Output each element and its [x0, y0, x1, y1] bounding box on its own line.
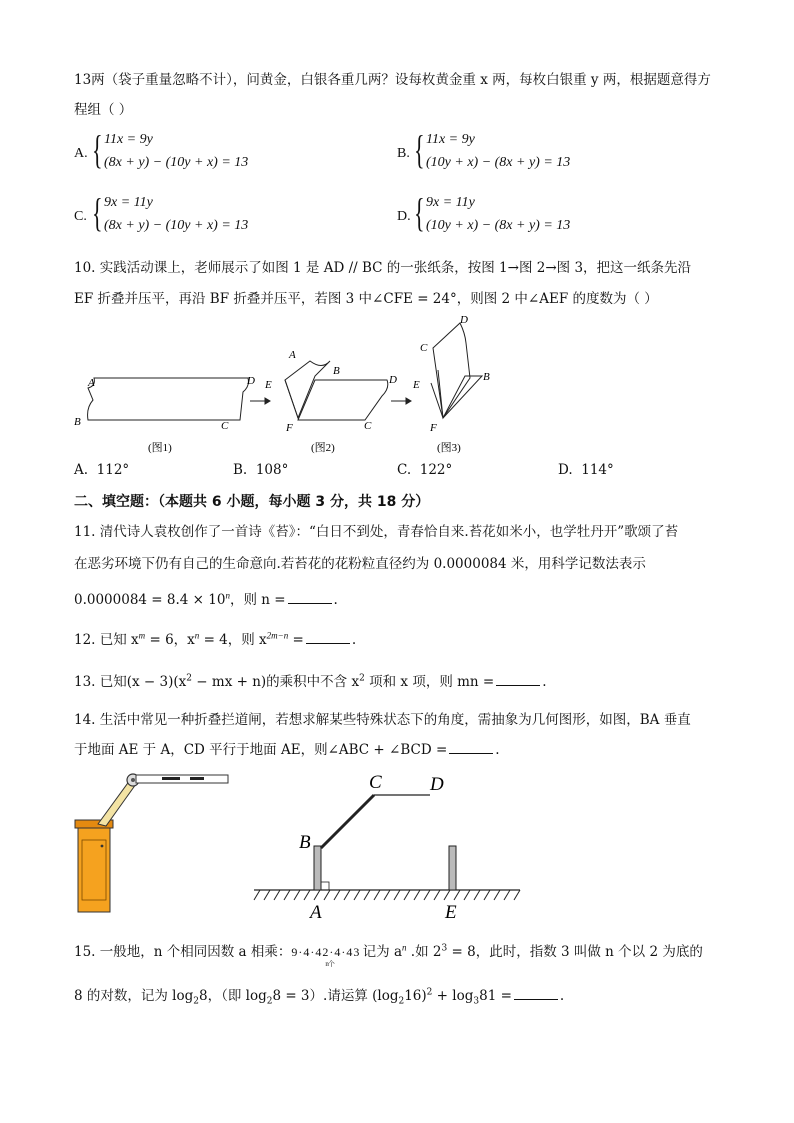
figure3-lower-flap — [443, 376, 482, 418]
q10-stem-line1: 10. 实践活动课上，老师展示了如图 1 是 AD // BC 的一张纸条，按图 1→图 2→图 3，把这一纸条先沿 — [74, 260, 692, 276]
q14-geometry-figure — [250, 768, 530, 928]
segment-bc — [321, 795, 374, 848]
q9-option-a-eq1: 11x = 9y — [104, 132, 153, 147]
fig2-label-d: D — [389, 374, 397, 386]
q11-stem-line1: 11. 清代诗人袁枚创作了一首诗《苔》：“白日不到处，青春恰自来.苔花如米小，也学牡丹开”歌颂了苔 — [74, 524, 679, 540]
fig2-label-b: B — [333, 365, 340, 377]
fig2-label-c: C — [364, 420, 372, 432]
post-e — [449, 846, 456, 890]
fig3-caption: (图3) — [437, 442, 461, 454]
q12-answer-blank[interactable] — [306, 631, 350, 644]
q14-label-b: B — [299, 832, 311, 853]
q9-option-b-brace: { — [414, 127, 425, 172]
right-angle-mark — [321, 882, 329, 890]
fig2-label-a: A — [289, 349, 296, 361]
q9-option-d-eq2: (10y + x) − (8x + y) = 13 — [426, 218, 571, 233]
q9-option-d-brace: { — [414, 190, 425, 235]
q14-label-d: D — [430, 774, 444, 795]
q9-option-a-brace: { — [92, 127, 103, 172]
q10-option-b: B. 108° — [233, 462, 289, 478]
q10-option-d: D. 114° — [558, 462, 614, 478]
q14-label-a: A — [310, 902, 322, 923]
barrier-gate-illustration — [70, 768, 240, 918]
q14-stem-line2: 于地面 AE 于 A，CD 平行于地面 AE，则∠ABC + ∠BCD = . — [74, 742, 500, 758]
q11-stem-line2: 在恶劣环境下仍有自己的生命意向.若苔花的花粉粒直径约为 0.0000084 米，用科学记数法表示 — [74, 556, 646, 572]
q15-answer-blank[interactable] — [514, 987, 558, 1000]
q11-stem-line3: $0.0000084 = 8.4 \times 10^n$，则 n = . — [74, 590, 338, 608]
fig3-label-e: E — [413, 379, 420, 391]
q14-stem-line1: 14. 生活中常见一种折叠拦道闸，若想求解某些特殊状态下的角度，需抽象为几何图形，如图，BA 垂直 — [74, 712, 691, 728]
q10-option-c: C. 122° — [397, 462, 453, 478]
q9-option-a-eq2: (8x + y) − (10y + x) = 13 — [104, 155, 249, 170]
q10-stem-line2: EF 折叠并压平，再沿 BF 折叠并压平，若图 3 中∠CFE = 24°，则图 2 中∠AEF 的度数为（ ） — [74, 291, 658, 307]
figure1-strip — [88, 378, 249, 420]
fig3-label-d: D — [460, 314, 468, 326]
q9-option-c-eq2: (8x + y) − (10y + x) = 13 — [104, 218, 249, 233]
q9-option-c-label: C. — [74, 209, 87, 224]
fig1-label-c: C — [221, 420, 229, 432]
fig1-caption: (图1) — [148, 442, 172, 454]
fig2-caption: (图2) — [311, 442, 335, 454]
q15-stem-line2: 8 的对数，记为 $\log_28$，（即 $\log_28 = 3$）.请运算 $(\log_216)^2 + \log_381$ = . — [74, 987, 565, 1007]
fig1-label-b: B — [74, 416, 81, 428]
q9-option-b-eq2: (10y + x) − (8x + y) = 13 — [426, 155, 571, 170]
fig2-label-e: E — [265, 379, 272, 391]
q12-stem: 12. 已知 $x^m = 6$，$x^n = 4$，则 $x^{2m-n}$ = . — [74, 630, 357, 648]
post-ba — [314, 846, 321, 890]
q9-option-b-label: B. — [397, 146, 410, 161]
q9-option-a-label: A. — [74, 146, 88, 161]
q9-option-c-brace: { — [92, 190, 103, 235]
q15-garbled-product: 9 · 4 · 4 2 · 4 · 4 3 — [291, 945, 359, 959]
q9-option-b-eq1: 11x = 9y — [426, 132, 475, 147]
q9-stem-line1: 13两（袋子重量忽略不计），问黄金，白银各重几两？设每枚黄金重 x 两，每枚白银重 y 两，根据题意得方 — [74, 72, 711, 88]
q11-answer-blank[interactable] — [288, 591, 332, 604]
q9-option-d-label: D. — [397, 209, 411, 224]
section-2-header: 二、填空题：（本题共 6 小题，每小题 3 分，共 18 分） — [74, 494, 430, 510]
fig3-label-b: B — [483, 371, 490, 383]
q9-stem-line2: 程组（ ） — [74, 102, 133, 118]
fig3-label-f: F — [430, 422, 437, 434]
q10-folding-figures — [60, 308, 520, 458]
q15-stem-line1: 15. 一般地，n 个相同因数 a 相乘：9 · 4 · 4 2 · 4 · 4 3 n个 记为 $a^n$ .如 $2^3 = 8$，此时，指数 3 叫做 n 个以 2 为底的 — [74, 942, 703, 968]
figure2-folded-flap — [285, 361, 330, 418]
fig3-label-c: C — [420, 342, 428, 354]
q14-label-c: C — [369, 772, 382, 793]
fig2-label-f: F — [286, 422, 293, 434]
fig1-label-d: D — [247, 375, 255, 387]
q13-stem: 13. 已知$(x - 3)(x^2$ − mx + n)的乘积中不含 $x^2$ 项和 x 项，则 mn = . — [74, 673, 547, 690]
fig1-label-a: A — [88, 377, 95, 389]
q10-option-a: A. 112° — [74, 462, 130, 478]
q13-answer-blank[interactable] — [496, 673, 540, 686]
q9-option-c-eq1: 9x = 11y — [104, 195, 153, 210]
q9-option-d-eq1: 9x = 11y — [426, 195, 475, 210]
q14-answer-blank[interactable] — [449, 741, 493, 754]
q14-label-e: E — [445, 902, 457, 923]
